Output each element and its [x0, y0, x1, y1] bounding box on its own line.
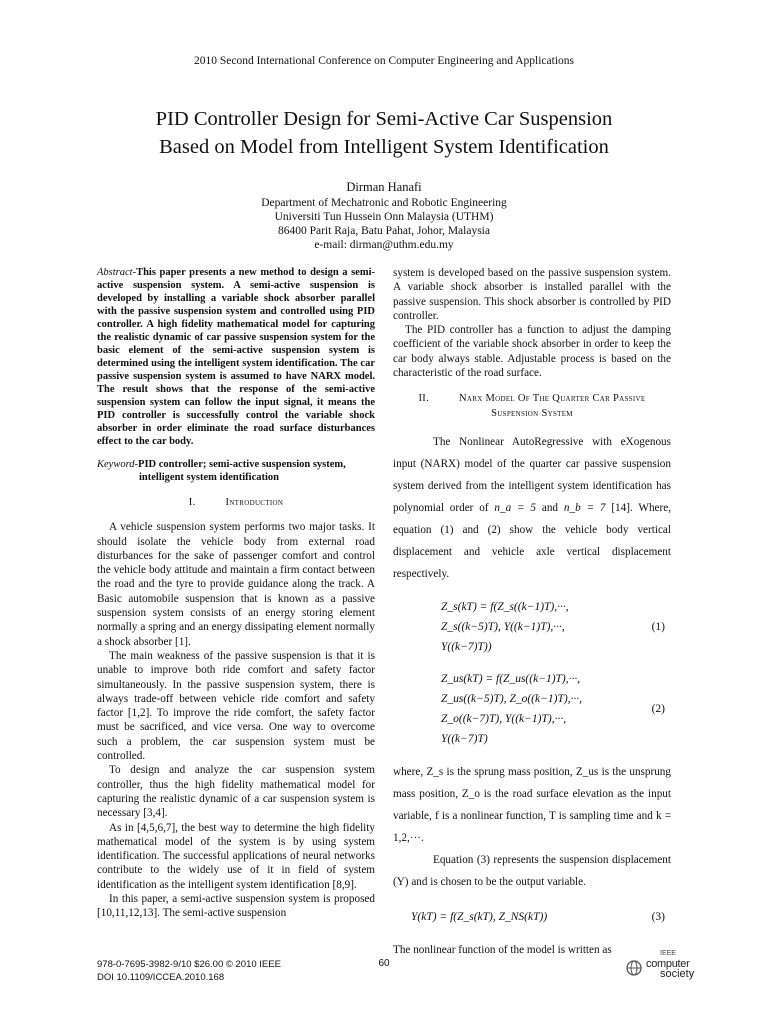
ieee-computer-society-logo [624, 950, 704, 980]
narx-text-a: The Nonlinear AutoRegressive with eXogenous input (NARX) model of the quarter car passive suspension system derived from the intelligent system identification has polynomial order of [393, 435, 671, 514]
paragraph: To design and analyze the car suspension system controller, thus the high fidelity mathematical model for capturing the realistic dynamic of a car suspension system is necessary [3,4]. [97, 764, 375, 820]
footer-info [97, 958, 281, 984]
page-number: 60 [378, 958, 390, 969]
conference-header: 2010 Second International Conference on Computer Engineering and Applications [193, 55, 575, 67]
equation-line: Z_us(kT) = f(Z_us((k−1)T),···, [441, 672, 581, 685]
title-line-2: Based on Model from Intelligent System Identification [159, 136, 609, 158]
nb-symbol: n_b = 7 [563, 501, 606, 514]
footer-doi: DOI 10.1109/ICCEA.2010.168 [97, 972, 225, 983]
author-department: Department of Mechatronic and Robotic Engineering [261, 197, 507, 209]
abstract-text: This paper presents a new method to design a semi-active suspension system. A semi-active suspension is developed by installing a variable shock absorber parallel with the passive suspension system and controlled using PID controller. A high fidelity mathematical model for capturing the realistic dynamic of car passive suspension system for the basic element of the semi-active suspension system is determined using the intelligent system identification. The car passive suspension system is assumed to have NARX model. The result shows that the response of the semi-active suspension system can follow the input signal, it means the PID controller is successfully control the variable shock absorber in order eliminate the road surface disturbances effect to the car body. [97, 267, 375, 447]
na-symbol: n_a = 5 [494, 501, 537, 514]
equation-number: (1) [651, 620, 665, 633]
author-university: Universiti Tun Hussein Onn Malaysia (UTHM) [274, 211, 494, 223]
section-number: I. [188, 497, 196, 508]
paper-title [60, 105, 708, 161]
paragraph: In this paper, a semi-active suspension system is proposed [10,11,12,13]. The semi-active suspension [97, 893, 375, 920]
logo-ieee: IEEE [660, 950, 676, 957]
right-column [393, 266, 671, 957]
equation-number: (2) [651, 702, 665, 715]
abstract-label: Abstract- [97, 267, 137, 278]
author-address: 86400 Parit Raja, Batu Pahat, Johor, Malaysia [278, 225, 490, 237]
equation-2 [393, 669, 671, 749]
equation-line: Z_us((k−5)T), Z_o((k−1)T),···, [441, 692, 583, 705]
paragraph: The PID controller has a function to adjust the damping coefficient of the variable shock absorber in order to keep the car body always stable. Adjustable process is based on the characteristic of the road surface. [393, 324, 671, 380]
section-heading-introduction [97, 496, 375, 510]
section-heading-narx [393, 392, 671, 421]
logo-society: society [660, 968, 695, 980]
left-column [97, 266, 375, 921]
equation-line: Z_o((k−7)T), Y((k−1)T),···, [441, 712, 567, 725]
section-title: Narx Model Of The Quarter Car Passive [459, 393, 646, 405]
narx-text-b: [14]. Where, equation (1) and (2) show the vehicle body vertical displacement and vehicle axle vertical displacement respectively. [393, 501, 672, 580]
equation-1 [393, 597, 671, 657]
equation-line: Z_s((k−5)T), Y((k−1)T),···, [441, 620, 565, 633]
equation-line: Y(kT) = f(Z_s(kT), Z_NS(kT)) [411, 910, 548, 923]
equation-line: Z_s(kT) = f(Z_s((k−1)T),···, [441, 600, 569, 613]
equation-number: (3) [651, 910, 665, 923]
equation-line: Y((k−7)T)) [441, 640, 492, 653]
paragraph: As in [4,5,6,7], the best way to determine the high fidelity mathematical model of the system is by using system identification. The successful applications of neural networks contribute to the widely use of it in field of system identification as the intelligent system identification [8,9]. [97, 821, 375, 891]
keywords-label: Keyword- [97, 459, 139, 470]
paragraph: The main weakness of the passive suspension is that it is unable to improve both ride comfort and safety factor simultaneously. In the passive suspension system, there is always trade-off between vehicle ride comfort and safety factor [1,2]. To improve the ride comfort, the safety factor must be sacrificed, and vice versa. One way to overcome such a problem, the car suspension system must be controlled. [97, 649, 375, 763]
paragraph: system is developed based on the passive suspension system. A variable shock absorber is installed parallel with the passive suspension. This shock absorber is controlled by PID controller. [393, 267, 671, 322]
section-number: II. [418, 393, 430, 405]
abstract [97, 266, 375, 448]
author-block [150, 180, 618, 252]
paragraph: The nonlinear function of the model is written as [393, 943, 612, 956]
keywords-text-2: intelligent system identification [139, 472, 279, 483]
equation-3-intro: Equation (3) represents the suspension displacement (Y) and is chosen to be the output variable. [393, 853, 671, 888]
footer-isbn: 978-0-7695-3982-9/10 $26.00 © 2010 IEEE [97, 959, 281, 970]
keywords [97, 458, 375, 484]
section-title: Introduction [225, 497, 284, 508]
author-email: e-mail: dirman@uthm.edu.my [314, 239, 454, 251]
where-paragraph: where, Z_s is the sprung mass position, Z_us is the unsprung mass position, Z_o is the road surface elevation as the input variable, f is a nonlinear function, T is sampling time and k = 1,2,···. [393, 765, 671, 844]
narx-paragraph [393, 431, 671, 585]
equation-line: Y((k−7)T) [441, 732, 488, 745]
keywords-text-1: PID controller; semi-active suspension system, [138, 459, 346, 470]
narx-and: and [541, 501, 559, 514]
title-line-1: PID Controller Design for Semi-Active Car Suspension [155, 108, 613, 130]
logo-computer: computer [646, 958, 690, 970]
author-name: Dirman Hanafi [346, 180, 422, 194]
equation-3 [393, 907, 671, 927]
section-title-cont: Suspension System [491, 407, 573, 419]
paragraph: A vehicle suspension system performs two major tasks. It should isolate the vehicle body from external road disturbances for the sake of passenger comfort and control the vehicle body attitude and maintain a firm contact between the road and the tyre to provide guidance along the track. A Basic automobile suspension that is known as a passive suspension system consists of an energy storing element normally a spring and an energy dissipating element normally a shock absorber [1]. [97, 521, 375, 648]
globe-icon [626, 960, 642, 976]
